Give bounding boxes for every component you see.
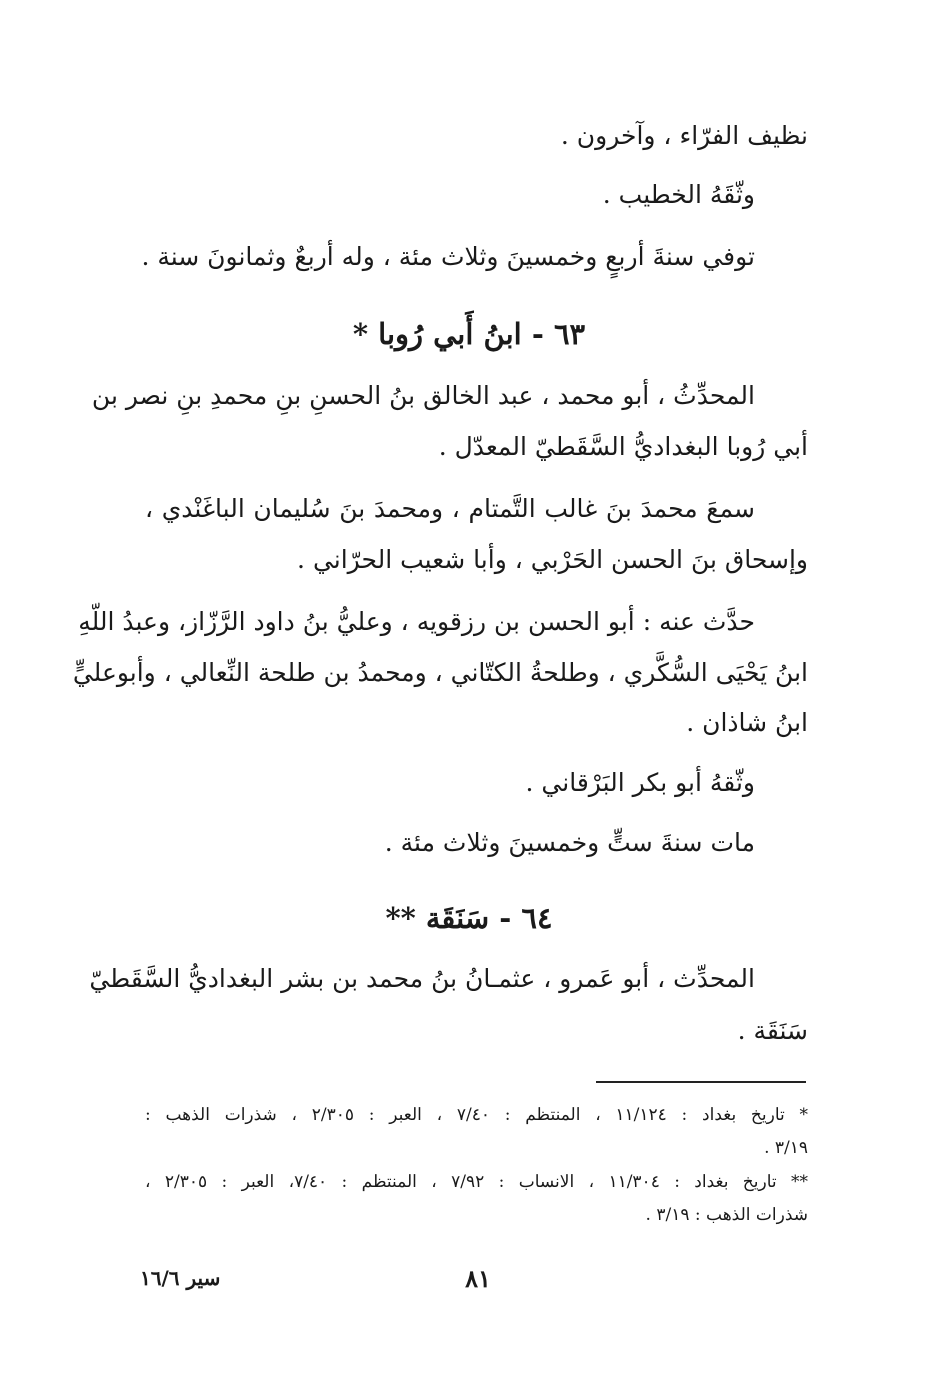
page-number: ٨١ <box>465 1264 491 1293</box>
footnote-line: * تاريخ بغداد : ١١/١٢٤ ، المنتظم : ٧/٤٠ ، العبر : ٢/٣٠٥ ، شذرات الذهب : <box>145 1105 808 1125</box>
paragraph-line: سمعَ محمدَ بنَ غالب التَّمتام ، ومحمدَ بنَ سُليمان الباغَنْدي ، <box>145 494 755 523</box>
footnote-divider <box>596 1081 806 1083</box>
paragraph-line: مات سنةَ ستٍّ وخمسينَ وثلاث مئة . <box>384 828 755 857</box>
entry-64-heading: ٦٤ - سَنَقَة ** <box>385 901 553 935</box>
entry-63-heading: ٦٣ - ابنُ أَبي رُوبا * <box>352 317 586 351</box>
paragraph-line: ابنُ شاذان . <box>686 708 808 737</box>
paragraph-line: المحدِّث ، أبو عَمرو ، عثمـانُ بنُ محمد بن بشر البغداديُّ السَّقَطيّ <box>89 964 755 993</box>
paragraph-line: وإسحاق بنَ الحسن الحَرْبي ، وأبا شعيب الحرّاني . <box>297 545 808 574</box>
paragraph-line: حدَّث عنه : أبو الحسن بن رزقويه ، وعليُّ بنُ داود الرَّزّاز، وعبدُ اللّهِ <box>78 607 755 636</box>
paragraph-line: وثّقهُ أبو بكر البَرْقاني . <box>525 768 755 797</box>
paragraph-line: أبي رُوبا البغداديُّ السَّقَطيّ المعدّل . <box>438 432 808 461</box>
paragraph-line: المحدِّثُ ، أبو محمد ، عبد الخالق بنُ الحسنِ بنِ محمدِ بنِ نصر بن <box>91 381 755 410</box>
footnote-line: شذرات الذهب : ٣/١٩ . <box>645 1205 808 1225</box>
footnote-line: ** تاريخ بغداد : ١١/٣٠٤ ، الانساب : ٧/٩٢ ، المنتظم : ٧/٤٠، العبر : ٢/٣٠٥ ، <box>145 1172 808 1192</box>
footnote-line: ٣/١٩ . <box>764 1138 808 1158</box>
paragraph-line: نظيف الفرّاء ، وآخرون . <box>560 121 808 150</box>
paragraph-line: وثّقَهُ الخطيب . <box>602 180 755 209</box>
paragraph-line: توفي سنةَ أربعٍ وخمسينَ وثلاث مئة ، وله أربعٌ وثمانونَ سنة . <box>141 242 755 271</box>
printer-signature: سير ١٦/٦ <box>140 1266 221 1290</box>
paragraph-line: ابنُ يَحْيَى السُّكَّري ، وطلحةُ الكتّاني ، ومحمدُ بن طلحة النِّعالي ، وأبوعليٍّ <box>72 658 808 687</box>
paragraph-line: سَنَقَة . <box>737 1016 808 1045</box>
